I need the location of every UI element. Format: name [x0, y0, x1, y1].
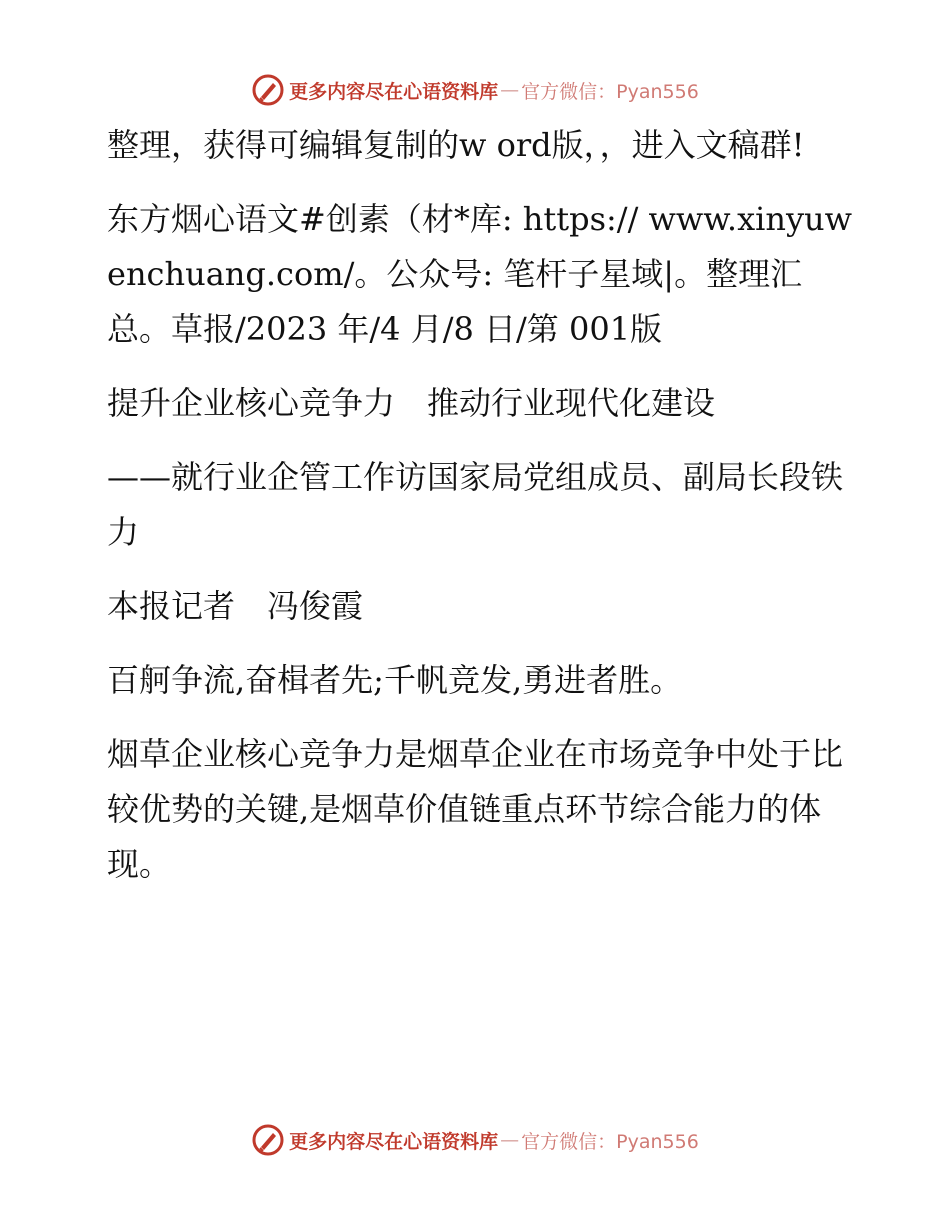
paragraph-source: 东方烟心语文#创素（材*库: https:// www.xinyuwenchuang.com/。公众号: 笔杆子星域|。整理汇总。草报/2023 年/4 月/8 日/第 001版	[107, 200, 853, 348]
article-byline: 本报记者 冯俊霞	[107, 587, 364, 625]
document-body	[97, 118, 857, 911]
banner-wechat-text: 官方微信：Pyan556	[521, 1130, 699, 1153]
pen-logo-icon	[251, 73, 285, 107]
article-subtitle: ——就行业企管工作访国家局党组成员、副局长段铁力	[107, 458, 844, 551]
pen-logo-icon	[251, 1123, 285, 1157]
paragraph-body: 烟草企业核心竞争力是烟草企业在市场竞争中处于比较优势的关键,是烟草价值链重点环节综合能力的体现。	[107, 735, 844, 883]
footer-banner	[0, 1120, 950, 1160]
banner-wechat-text: 官方微信：Pyan556	[521, 80, 699, 103]
banner-dash: —	[500, 79, 520, 101]
paragraph-quote: 百舸争流,奋楫者先;千帆竞发,勇进者胜。	[107, 661, 683, 699]
header-banner	[0, 70, 950, 110]
banner-brand-text: 更多内容尽在心语资料库	[289, 80, 499, 103]
banner-brand-text: 更多内容尽在心语资料库	[289, 1130, 499, 1153]
paragraph-intro: 整理，获得可编辑复制的w ord版，，进入文稿群!	[107, 126, 805, 164]
banner-dash: —	[500, 1129, 520, 1151]
article-title: 提升企业核心竞争力 推动行业现代化建设	[107, 384, 716, 422]
